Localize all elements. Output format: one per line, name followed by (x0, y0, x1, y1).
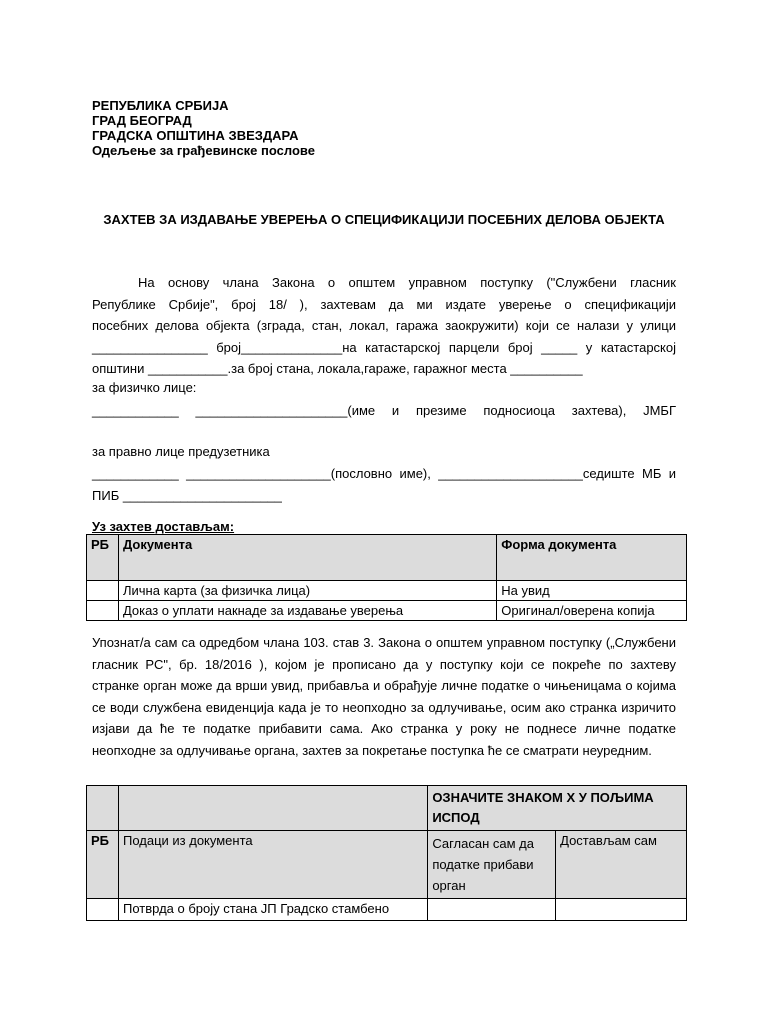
row-document-data: Потврда о броју стана ЈП Градско стамбено (118, 899, 427, 921)
header-document-data: Подаци из документа (118, 831, 427, 899)
header-consent: Сагласан сам да податке прибави орган (428, 831, 556, 899)
header-department: Одељење за грађевинске послове (92, 143, 315, 158)
legal-entity-label: за правно лице предузетника (92, 444, 270, 459)
header-documents: Документа (118, 535, 496, 581)
row-form: Оригинал/оверена копија (497, 601, 687, 621)
row-document: Лична карта (за физичка лица) (118, 581, 496, 601)
mark-instruction-header: ОЗНАЧИТЕ ЗНАКОМ Х У ПОЉИМА ИСПОД (428, 786, 687, 831)
consent-row (87, 899, 687, 921)
documents-row (87, 581, 687, 601)
row-rb (87, 581, 119, 601)
request-line-1: На основу члана Закона о општем управном поступку ("Службени гласник (138, 275, 676, 290)
notice-line: се води службена евиденција када је то неопходно за одлучивање, осим ако странка изричито (92, 699, 676, 715)
documents-section-title: Уз захтев достављам: (92, 519, 235, 534)
notice-line: Упознат/а сам са одредбом члана 103. став 3. Закона о општем управном поступку („Службени (92, 635, 676, 650)
header-rb: РБ (87, 535, 119, 581)
notice-line: изјави да ће те податке прибавити сама. Ако странка у року не поднесе личне податке (92, 721, 676, 736)
row-document: Доказ о уплати накнаде за издавање уверења (118, 601, 496, 621)
blank-cell (118, 786, 427, 831)
legal-entity-fields (92, 463, 676, 506)
natural-person-fields (92, 400, 676, 422)
notice-line: странке орган може да врши увид, прибавља и обрађује личне податке о чињеницама о којима (92, 678, 676, 693)
consent-table (86, 785, 687, 921)
row-form: На увид (497, 581, 687, 601)
row-rb (87, 601, 119, 621)
request-paragraph (92, 272, 676, 380)
header-deliver-self: Достављам сам (556, 831, 687, 899)
consent-top-header-row (87, 786, 687, 831)
row-consent-checkbox[interactable] (428, 899, 556, 921)
natural-person-line: ____________ _____________________(име и презиме подносиоца захтева), ЈМБГ (92, 403, 676, 418)
natural-person-label: за физичко лице: (92, 380, 197, 395)
legal-entity-pib: ПИБ ______________________ (92, 487, 282, 503)
header-city: ГРАД БЕОГРАД (92, 113, 192, 128)
documents-table (86, 534, 687, 621)
issuer-header (92, 98, 315, 158)
request-line-5: општини ___________.за број стана, локала,гараже, гаражног места __________ (92, 361, 583, 376)
notice-paragraph (92, 632, 676, 761)
blank-cell (87, 786, 119, 831)
request-line-3: посебних делова објекта (зграда, стан, локал, гаража заокружити) који се налази у улици (92, 318, 676, 333)
header-municipality: ГРАДСКА ОПШТИНА ЗВЕЗДАРА (92, 128, 299, 143)
documents-row (87, 601, 687, 621)
row-deliver-checkbox[interactable] (556, 899, 687, 921)
legal-entity-line: ____________ ____________________(пословно име), ____________________седиште МБ и (92, 466, 676, 481)
notice-line: неопходне за одлучивање органа, захтев за покретање поступка ће се сматрати неуредним. (92, 742, 652, 758)
consent-header-row (87, 831, 687, 899)
row-rb (87, 899, 119, 921)
request-line-4: ________________ број______________на катастарској парцели број _____ у катастарској (92, 339, 676, 355)
header-rb: РБ (87, 831, 119, 899)
document-title: ЗАХТЕВ ЗА ИЗДАВАЊЕ УВЕРЕЊА О СПЕЦИФИКАЦИЈИ ПОСЕБНИХ ДЕЛОВА ОБЈЕКТА (103, 212, 665, 227)
header-document-form: Форма документа (497, 535, 687, 581)
header-republic: РЕПУБЛИКА СРБИЈА (92, 98, 229, 113)
request-line-2: Републике Србије", број 18/ ), захтевам да ми издате уверење о спецификацији (92, 296, 676, 312)
notice-line: гласник РС", бр. 18/2016 ), којом је прописано да у поступку који се покреће по захтеву (92, 656, 676, 672)
documents-header-row (87, 535, 687, 581)
